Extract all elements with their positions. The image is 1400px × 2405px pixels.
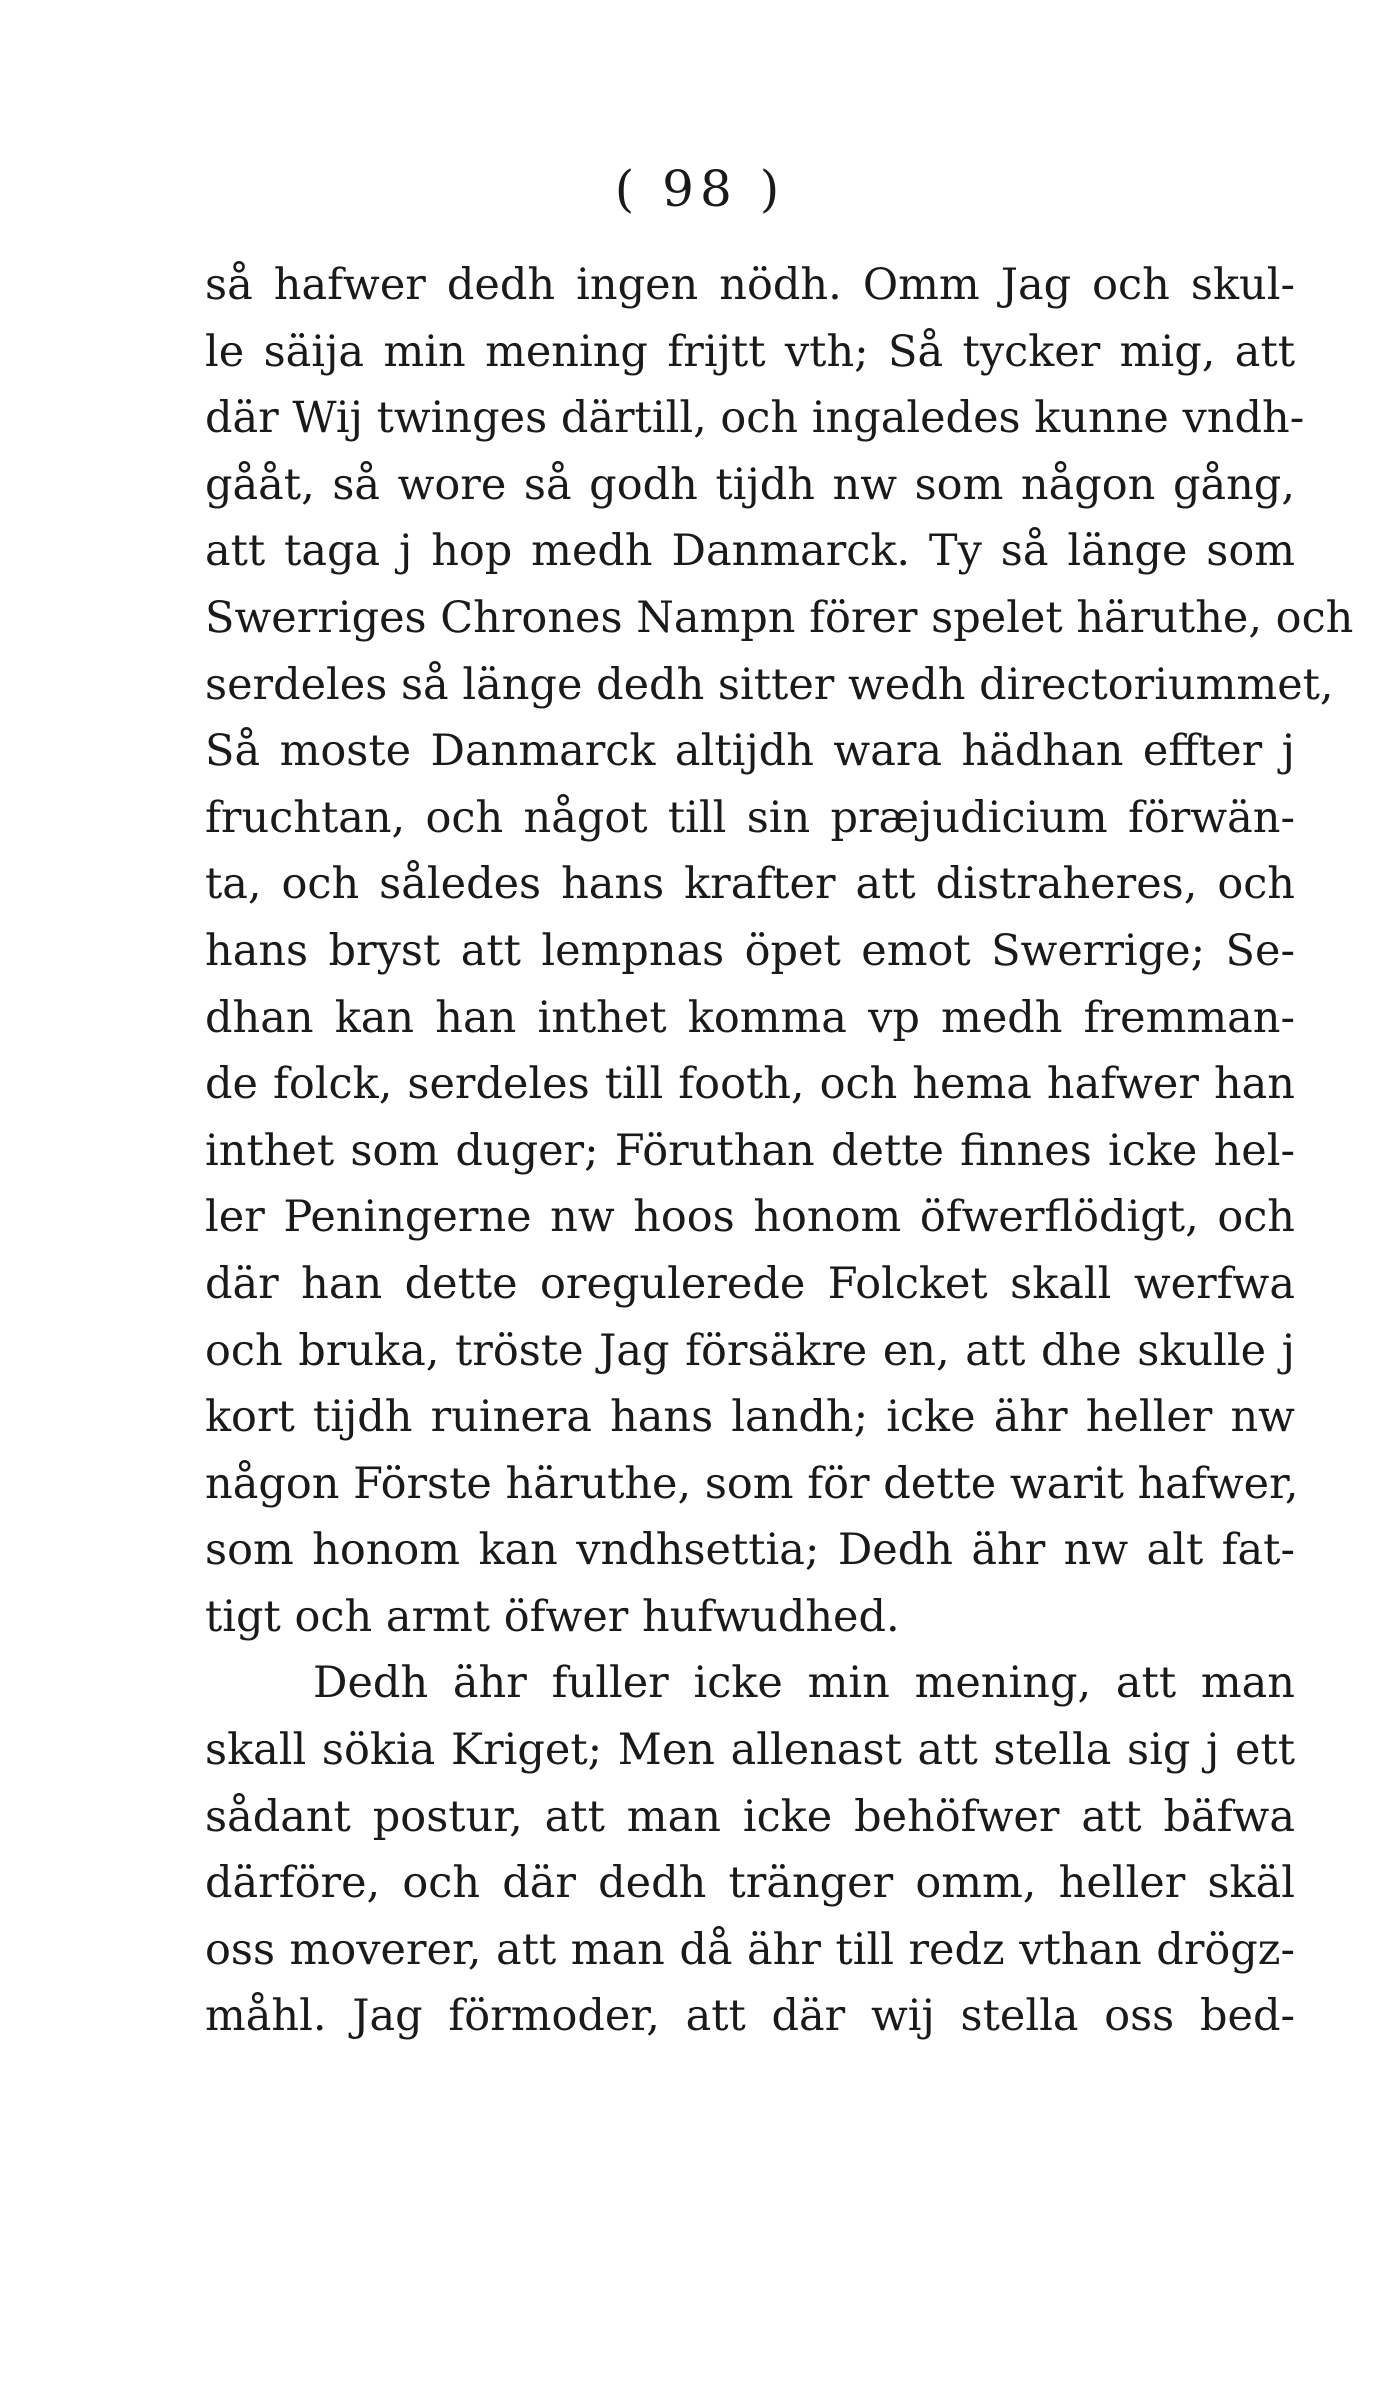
page-number: ( 98 ) bbox=[614, 160, 786, 218]
text-line: någon Förste häruthe, som för dette warit hafwer, bbox=[205, 1458, 1299, 1509]
text-line: så hafwer dedh ingen nödh. Omm Jag och skul- bbox=[205, 260, 1295, 310]
text-line: le säija min mening frijtt vth; Så tycker mig, att bbox=[205, 326, 1295, 377]
text-line: där Wij twinges därtill, och ingaledes kunne vndh- bbox=[205, 393, 1305, 444]
text-line: att taga j hop medh Danmarck. Ty så länge som bbox=[205, 526, 1295, 577]
text-line: Så moste Danmarck altijdh wara hädhan effter j bbox=[205, 726, 1295, 777]
text-line: och bruka, tröste Jag försäkre en, att dhe skulle j bbox=[205, 1325, 1295, 1376]
body-text bbox=[205, 252, 1354, 2050]
text-line: ta, och således hans krafter att distraheres, och bbox=[205, 859, 1295, 910]
paragraph-2 bbox=[205, 1650, 1295, 2050]
text-line: där han dette oregulerede Folcket skall werfwa bbox=[205, 1258, 1295, 1309]
text-line: Dedh ähr fuller icke min mening, att man bbox=[313, 1658, 1295, 1709]
text-line: därföre, och där dedh tränger omm, heller skäl bbox=[205, 1858, 1295, 1909]
text-line: kort tijdh ruinera hans landh; icke ähr heller nw bbox=[205, 1392, 1295, 1443]
text-line: måhl. Jag förmoder, att där wij stella oss bed- bbox=[205, 1991, 1295, 2042]
text-line: serdeles så länge dedh sitter wedh directoriummet, bbox=[205, 659, 1334, 710]
text-line: ler Peningerne nw hoos honom öfwerflödigt, och bbox=[205, 1192, 1295, 1243]
text-line: sådant postur, att man icke behöfwer att bäfwa bbox=[205, 1791, 1295, 1842]
text-line: Swerriges Chrones Nampn förer spelet häruthe, och bbox=[205, 592, 1354, 643]
text-line: hans bryst att lempnas öpet emot Swerrige; Se- bbox=[205, 925, 1295, 976]
text-line: fruchtan, och något till sin præjudicium förwän- bbox=[205, 792, 1295, 843]
text-line: skall sökia Kriget; Men allenast att stella sig j ett bbox=[205, 1725, 1295, 1776]
text-line: oss moverer, att man då ähr till redz vthan drögz- bbox=[205, 1924, 1295, 1975]
text-line: gååt, så wore så godh tijdh nw som någon gång, bbox=[205, 459, 1295, 510]
text-line: dhan kan han inthet komma vp medh fremman- bbox=[205, 992, 1295, 1043]
text-line: inthet som duger; Föruthan dette finnes icke hel- bbox=[205, 1125, 1295, 1176]
text-line: tigt och armt öfwer hufwudhed. bbox=[205, 1591, 900, 1642]
paragraph-1 bbox=[205, 252, 1354, 1650]
text-line: som honom kan vndhsettia; Dedh ähr nw alt fat- bbox=[205, 1525, 1295, 1576]
text-line: de folck, serdeles till footh, och hema hafwer han bbox=[205, 1059, 1295, 1110]
